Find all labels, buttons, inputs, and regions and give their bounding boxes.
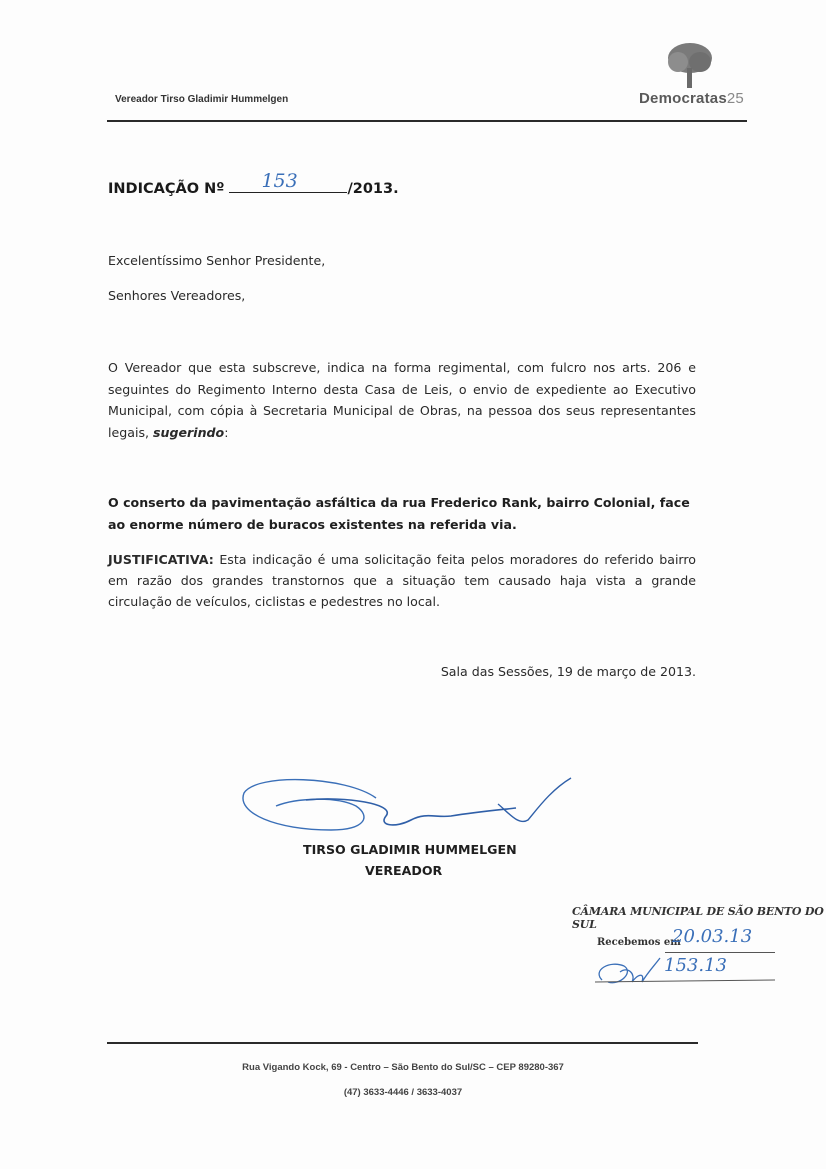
- addressees: Senhores Vereadores,: [108, 288, 246, 303]
- place-date: Sala das Sessões, 19 de março de 2013.: [440, 664, 696, 679]
- header-divider: [107, 120, 747, 122]
- body-end: :: [224, 424, 229, 440]
- signer-role: VEREADOR: [365, 863, 443, 878]
- justification-paragraph: [108, 549, 696, 613]
- indication-title: [108, 170, 399, 197]
- justification-text: Esta indicação é uma solicitação feita pelos moradores do referido bairro em razão dos grandes transtornos que a situação tem causado haja vista a grande circulação de veículos, ciclistas e pedestres no local.: [108, 552, 696, 610]
- party-logo-text: [639, 90, 744, 107]
- indication-number-blank: [229, 170, 347, 193]
- salutation: Excelentíssimo Senhor Presidente,: [108, 253, 326, 268]
- justification-label: JUSTIFICATIVA:: [108, 552, 214, 567]
- footer-phones: (47) 3633-4446 / 3633-4037: [343, 1087, 463, 1098]
- body-paragraph: [108, 357, 696, 443]
- stamp-received-date: 20.03.13: [672, 926, 753, 947]
- footer-divider: [107, 1042, 698, 1044]
- body-text: O Vereador que esta subscreve, indica na forma regimental, com fulcro nos arts. 206 e seguintes do Regimento Interno desta Casa de Leis, o envio de expediente ao Executivo Municipal, com cópia à Secretaria Municipal de Obras, na pessoa dos seus representantes legais,: [108, 360, 696, 440]
- body-emphasis: sugerindo: [153, 424, 225, 440]
- indication-year: /2013.: [347, 181, 399, 197]
- stamp-received-label: Recebemos em: [597, 937, 681, 948]
- councilor-name: Vereador Tirso Gladimir Hummelgen: [115, 94, 289, 105]
- stamp-title: CÂMARA MUNICIPAL DE SÃO BENTO DO SUL: [572, 905, 824, 931]
- subject-paragraph: O conserto da pavimentação asfáltica da rua Frederico Rank, bairro Colonial, face ao enorme número de buracos existentes na referida via.: [108, 495, 690, 532]
- stamp-protocol-number: 153.13: [664, 955, 727, 976]
- indication-number-handwritten: 153: [261, 170, 298, 192]
- party-number: 25: [726, 90, 744, 107]
- party-name: Democratas: [639, 90, 727, 107]
- signer-name: TIRSO GLADIMIR HUMMELGEN: [303, 842, 517, 857]
- signature-scribble: [236, 768, 576, 848]
- footer-address: Rua Vigando Kock, 69 - Centro – São Bento do Sul/SC – CEP 89280-367: [242, 1062, 564, 1073]
- indication-label: INDICAÇÃO Nº: [108, 181, 225, 197]
